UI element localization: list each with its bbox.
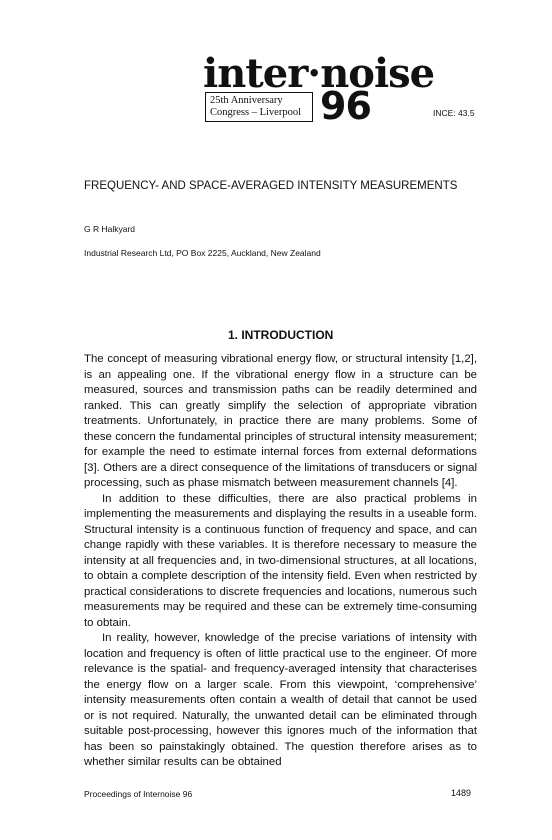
- paragraph: The concept of measuring vibrational energy flow, or structural intensity [1,2], is an appealing one. If the vibrational energy flow in a structure can be measured, sources and transmission paths can be readily determined and ranked. This can greatly simplify the selection of appropriate vibration treatments. Unfortunately, in practice there are many problems. Some of these concern the fundamental principles of structural intensity measurement; for example the need to estimate internal forces from external deformations [3]. Others are a direct consequence of the limitations of transducers or signal processing, such as phase mismatch between measurement channels [4].: [84, 353, 477, 489]
- body-text: [84, 352, 477, 771]
- internoise-logo-wordmark: inter·noise: [203, 50, 435, 97]
- proceedings-footer: Proceedings of Internoise 96: [84, 789, 193, 799]
- ince-code: INCE: 43.5: [433, 108, 475, 118]
- page-number: 1489: [451, 788, 472, 798]
- anniversary-line: 25th Anniversary: [210, 95, 283, 106]
- anniversary-box: [205, 92, 313, 122]
- author: G R Halkyard: [84, 224, 136, 234]
- affiliation: Industrial Research Ltd, PO Box 2225, Auckland, New Zealand: [84, 248, 321, 258]
- paragraph: In addition to these difficulties, there are also practical problems in implementing the measurements and displaying the results in a useable form. Structural intensity is a continuous function of frequency and space, and can change rapidly with these variables. It is therefore necessary to measure the intensity at all frequencies and, in two-dimensional structures, at all locations, to obtain a complete description of the intensity field. Even when restricted by practical considerations to discrete frequencies and locations, numerous such measurements may be required and these can be extremely time-consuming to obtain.: [84, 492, 477, 629]
- paper-title: FREQUENCY- AND SPACE-AVERAGED INTENSITY MEASUREMENTS: [84, 180, 458, 192]
- congress-line: Congress – Liverpool: [210, 107, 301, 118]
- paragraph: In reality, however, knowledge of the precise variations of intensity with location and frequency is often of little practical use to the engineer. Of more relevance is the spatial- and frequency-averaged intensity that characterises the energy flow on a larger scale. From this viewpoint, ‘comprehensive’ intensity measurements often contain a wealth of detail that cannot be used or is not required. Naturally, the unwanted detail can be eliminated through suitable post-processing, however this ignores much of the information that has been so painstakingly obtained. The question therefore arises as to whether similar results can be obtained: [84, 632, 477, 768]
- section-heading: 1. INTRODUCTION: [228, 328, 334, 342]
- logo-year: 96: [320, 84, 371, 128]
